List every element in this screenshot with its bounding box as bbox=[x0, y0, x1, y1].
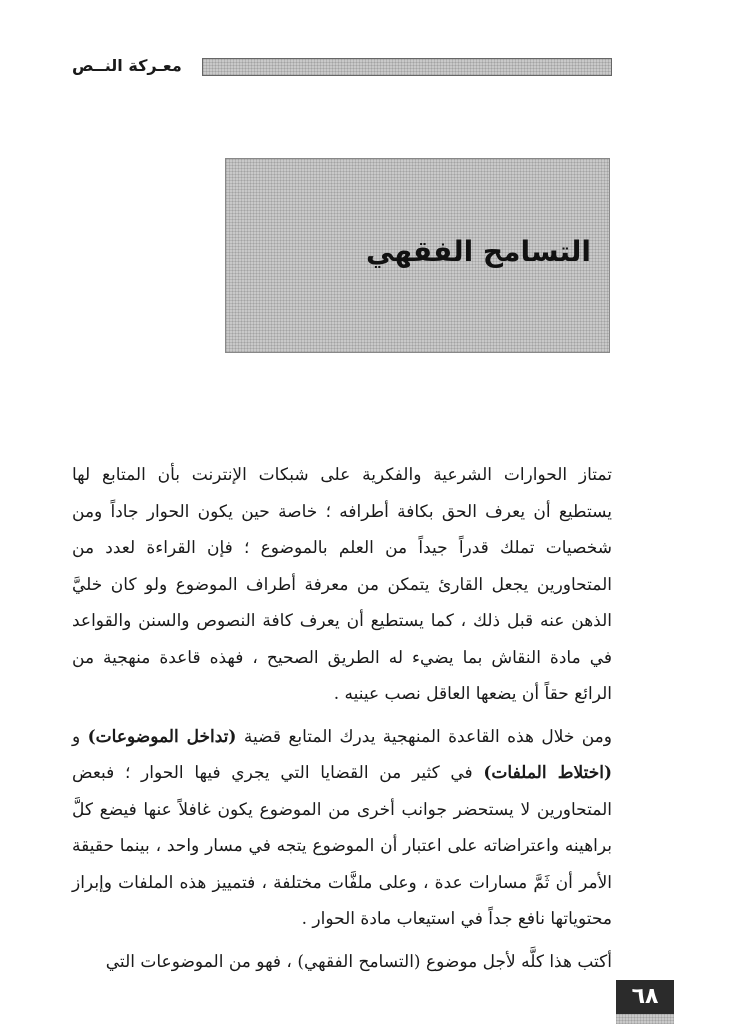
paragraph-1-text: تمتاز الحوارات الشرعية والفكرية على شبكات الإنترنت بأن المتابع لها يستطيع أن يعرف الحق بكافة أطرافه ؛ خاصة حين يكون الحوار جاداً ومن شخصيات تملك قدراً جيداً من العلم بالموضوع ؛ فإن القراءة لعدد من المتحاورين يجعل القارئ يتمكن من معرفة أطراف الموضوع ولو كان خليَّ الذهن عنه قبل ذلك ، كما يستطيع أن يعرف كافة النصوص والسنن والقواعد في مادة النقاش بما يضيء له الطريق الصحيح ، فهذه قاعدة منهجية من الرائع حقاً أن يضعها العاقل نصب عينيه . bbox=[72, 465, 612, 704]
page-number-strip bbox=[616, 1014, 674, 1024]
running-header bbox=[72, 58, 612, 78]
paragraph-2-text-b: في كثير من القضايا التي يجري فيها الحوار ؛ فبعض المتحاورين لا يستحضر جوانب أخرى من الموضوع يكون غافلاً عنها فيضع كلَّ براهينه واعتراضاته على اعتبار أن الموضوع يتجه في مسار واحد ، بينما حقيقة الأمر أن ثَمَّ مسارات عدة ، وعلى ملفَّات مختلفة ، فتمييز هذه الملفات وإبراز محتوياتها نافع جداً في استيعاب مادة الحوار . bbox=[72, 763, 612, 929]
paragraph-2 bbox=[72, 719, 612, 938]
running-title: معـركة النــص bbox=[72, 56, 182, 75]
paragraph-2-conj: و bbox=[72, 726, 88, 747]
body-text bbox=[72, 457, 612, 986]
header-decorative-bar bbox=[202, 58, 612, 76]
paragraph-2-term-topics: (تداخل الموضوعات) bbox=[87, 726, 237, 747]
paragraph-3 bbox=[72, 944, 612, 981]
paragraph-2-text-a: ومن خلال هذه القاعدة المنهجية يدرك المتابع قضية bbox=[243, 726, 613, 747]
paragraph-2-term-files: (اختلاط الملفات) bbox=[483, 763, 613, 783]
page-number: ٦٨ bbox=[616, 980, 674, 1014]
chapter-title: التسامح الفقهي bbox=[365, 235, 591, 268]
chapter-title-box bbox=[225, 158, 610, 353]
paragraph-3-text: أكتب هذا كلَّه لأجل موضوع (التسامح الفقهي) ، فهو من الموضوعات التي bbox=[105, 951, 612, 972]
paragraph-1 bbox=[72, 457, 612, 713]
